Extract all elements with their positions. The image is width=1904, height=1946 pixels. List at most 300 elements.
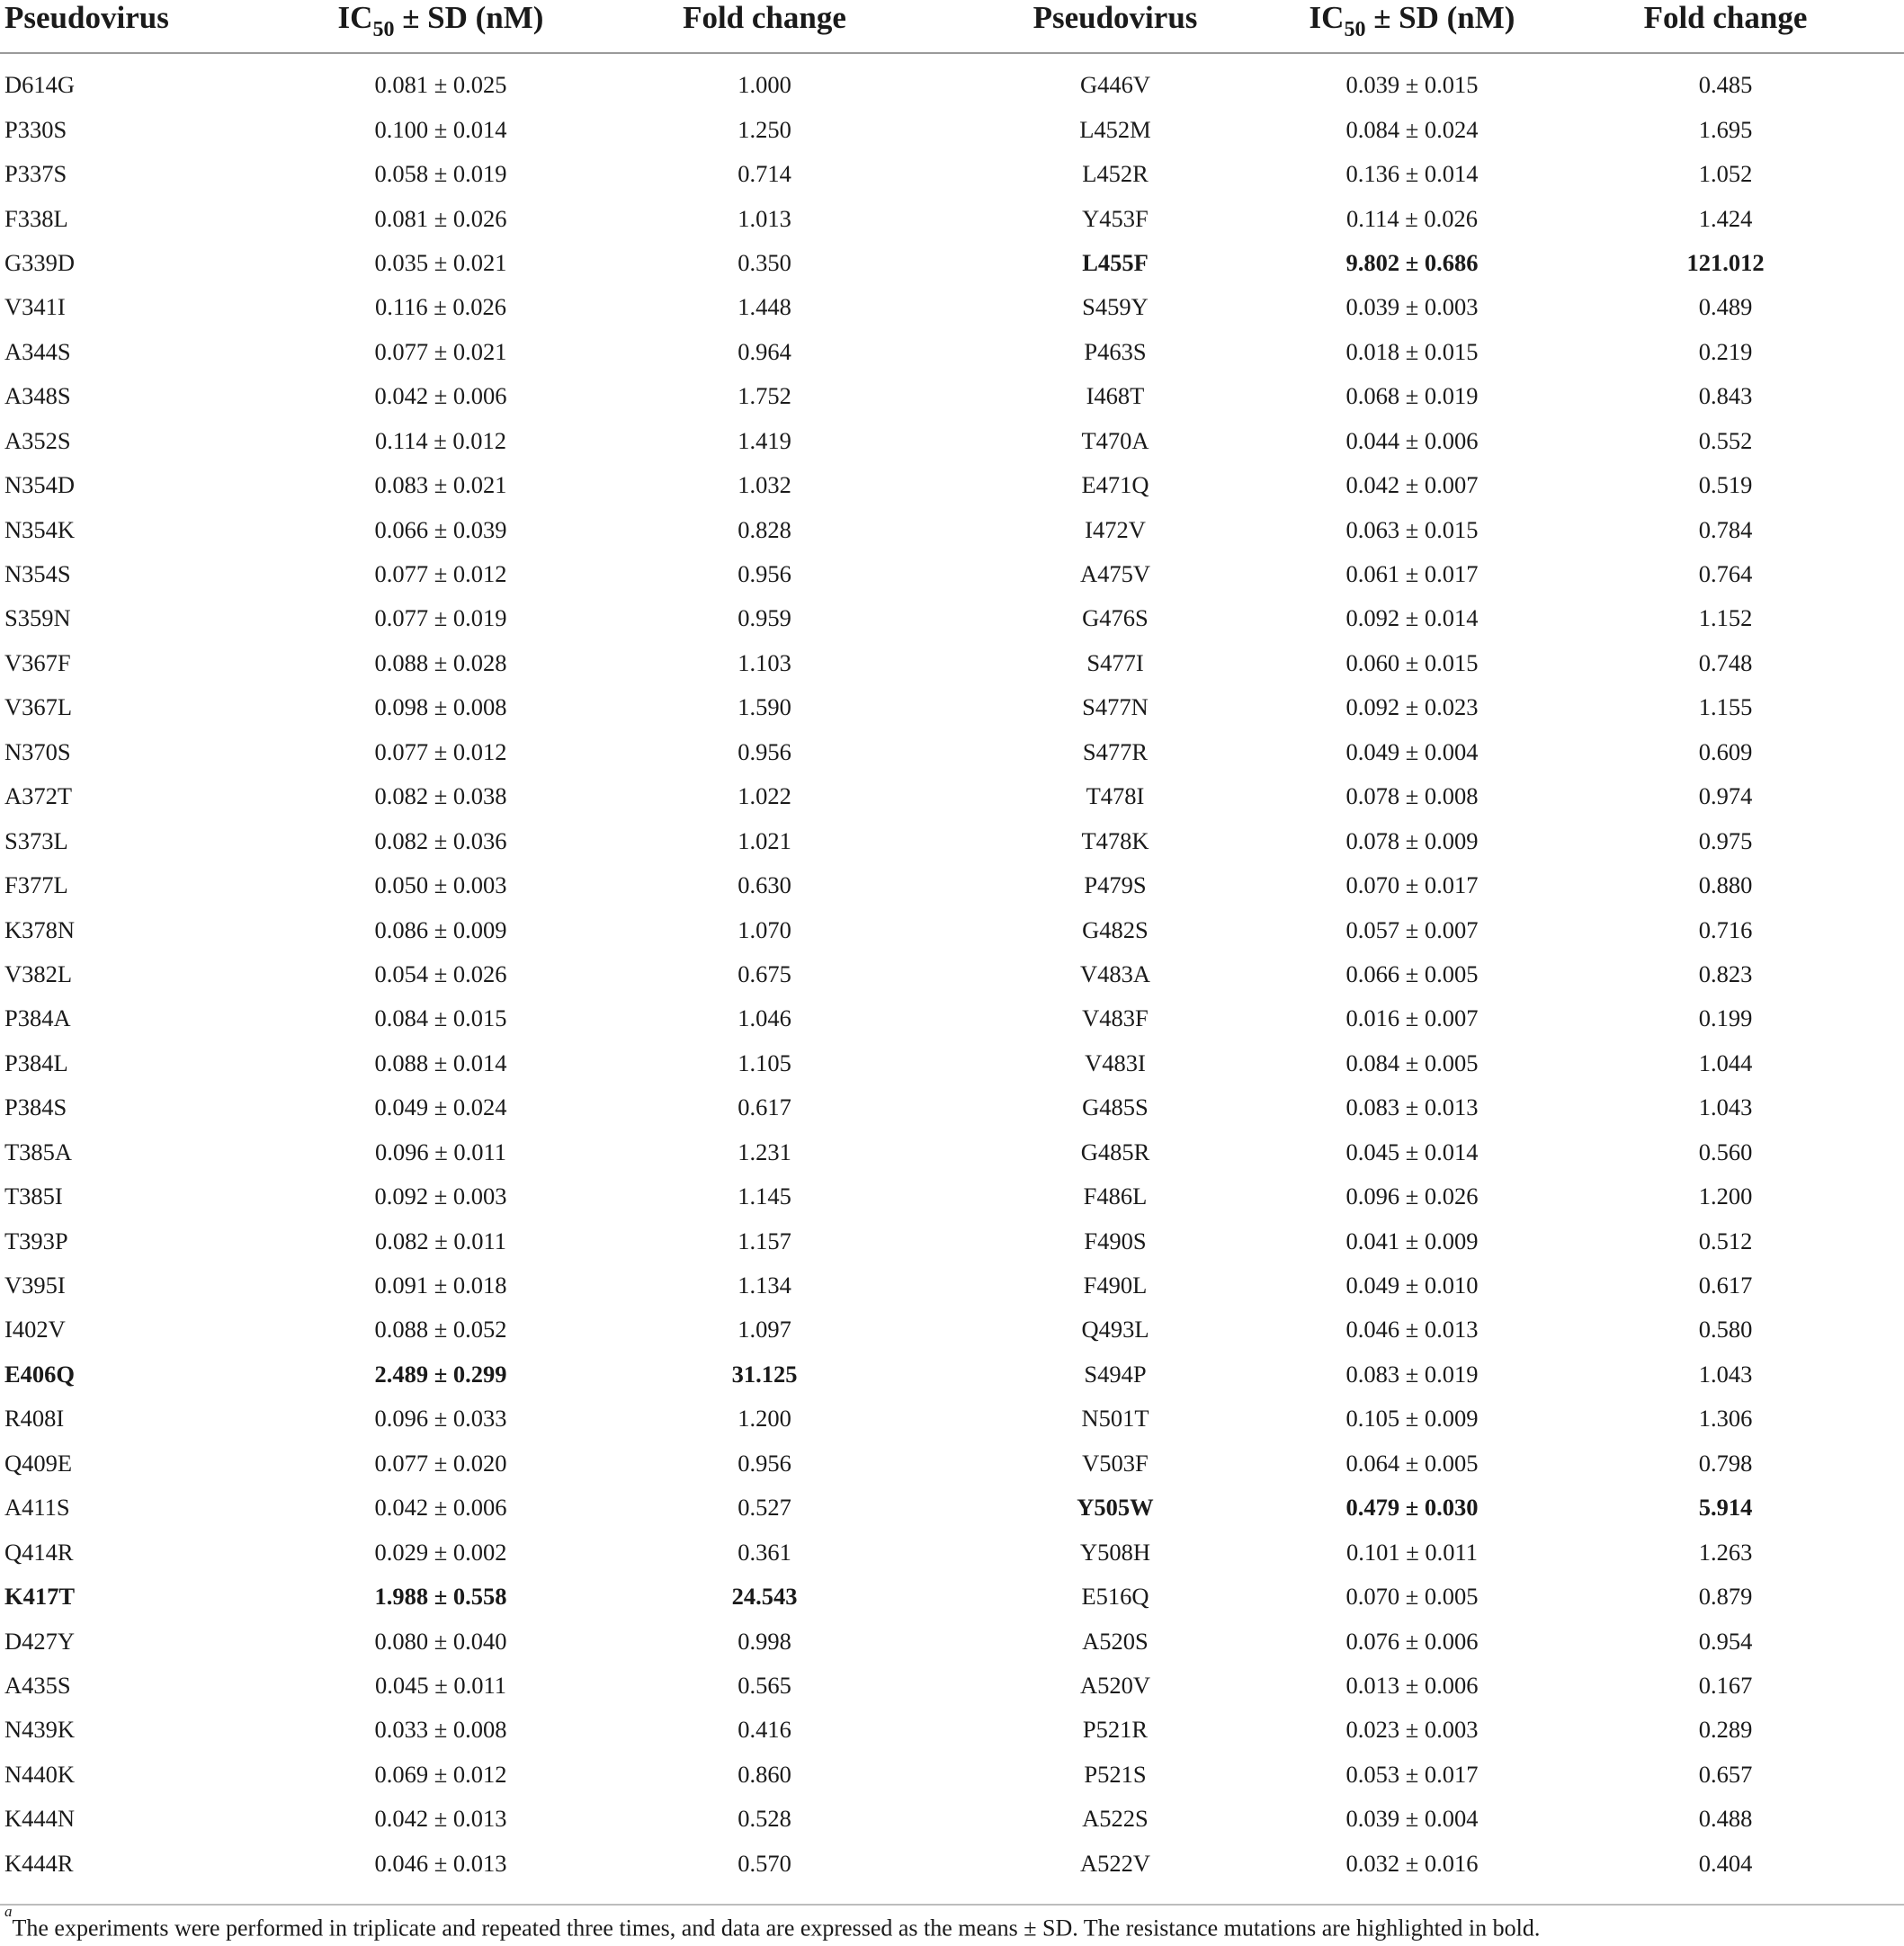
pseudovirus-cell: G482S (1082, 915, 1149, 943)
fold-change-cell: 0.289 (1698, 1716, 1753, 1744)
pseudovirus-cell: E406Q (4, 1360, 76, 1388)
header-fold-right: Fold change (1547, 0, 1904, 53)
pseudovirus-cell: S477I (1086, 648, 1144, 676)
ic50-cell: 0.054 ± 0.026 (374, 960, 507, 987)
table-row (0, 1041, 1904, 1085)
pseudovirus-cell: T385I (4, 1183, 63, 1210)
header-ic50-subscript: 50 (372, 18, 395, 41)
fold-change-cell: 0.956 (737, 560, 791, 588)
ic50-cell: 0.080 ± 0.040 (374, 1627, 507, 1655)
table-row (0, 1174, 1904, 1218)
table-row (0, 419, 1904, 463)
ic50-cell: 0.096 ± 0.033 (374, 1405, 507, 1433)
pseudovirus-cell: A522S (1082, 1805, 1149, 1833)
pseudovirus-cell: L452M (1079, 115, 1151, 143)
pseudovirus-cell: V483F (1082, 1004, 1149, 1032)
pseudovirus-cell: I402V (4, 1316, 66, 1343)
pseudovirus-cell: T385A (4, 1138, 73, 1165)
pseudovirus-cell: T478I (1086, 782, 1145, 810)
pseudovirus-cell: V483I (1085, 1049, 1146, 1076)
pseudovirus-cell: N501T (1081, 1405, 1149, 1433)
table-row (0, 507, 1904, 551)
pseudovirus-cell: P384L (4, 1049, 68, 1076)
pseudovirus-cell: G339D (4, 248, 76, 276)
fold-change-cell: 0.974 (1698, 782, 1753, 810)
pseudovirus-cell: Y453F (1082, 204, 1149, 232)
table-row (0, 463, 1904, 507)
fold-change-cell: 0.956 (737, 737, 791, 765)
ic50-cell: 0.049 ± 0.024 (374, 1094, 507, 1121)
fold-change-cell: 0.527 (737, 1494, 791, 1522)
fold-change-cell: 1.695 (1698, 115, 1753, 143)
ic50-cell: 0.064 ± 0.005 (1345, 1449, 1479, 1477)
ic50-cell: 0.100 ± 0.014 (374, 115, 507, 143)
pseudovirus-cell: K444N (4, 1805, 76, 1833)
fold-change-cell: 0.528 (737, 1805, 791, 1833)
ic50-cell: 0.083 ± 0.013 (1345, 1094, 1479, 1121)
ic50-cell: 0.082 ± 0.038 (374, 782, 507, 810)
ic50-cell: 0.057 ± 0.007 (1345, 915, 1479, 943)
pseudovirus-cell: A520V (1079, 1671, 1151, 1699)
header-pseudovirus-left: Pseudovirus (0, 0, 306, 53)
fold-change-cell: 0.519 (1698, 471, 1753, 499)
pseudovirus-cell: E471Q (1081, 471, 1149, 499)
table-row (0, 1486, 1904, 1530)
fold-change-cell: 0.565 (737, 1671, 791, 1699)
table-row (0, 952, 1904, 996)
pseudovirus-cell: V367L (4, 693, 73, 721)
table-row (0, 1619, 1904, 1663)
footnote-divider (0, 1904, 1904, 1906)
header-ic50-right (1277, 0, 1547, 53)
fold-change-cell: 0.416 (737, 1716, 791, 1744)
pseudovirus-cell: Y505W (1077, 1494, 1154, 1522)
ic50-cell: 0.086 ± 0.009 (374, 915, 507, 943)
pseudovirus-cell: L452R (1082, 160, 1149, 188)
table-row (0, 1218, 1904, 1263)
fold-change-cell: 0.843 (1698, 382, 1753, 410)
ic50-cell: 0.053 ± 0.017 (1345, 1760, 1479, 1788)
ic50-cell: 0.041 ± 0.009 (1345, 1227, 1479, 1254)
pseudovirus-cell: Q493L (1081, 1316, 1149, 1343)
fold-change-cell: 0.657 (1698, 1760, 1753, 1788)
ic50-cell: 0.077 ± 0.020 (374, 1449, 507, 1477)
ic50-cell: 2.489 ± 0.299 (374, 1360, 507, 1388)
footnote-text: The experiments were performed in triplicate and repeated three times, and data are expressed as the means ± SD. The resistance mutations are highlighted in bold. (12, 1915, 1541, 1942)
fold-change-cell: 31.125 (731, 1360, 798, 1388)
pseudovirus-cell: N439K (4, 1716, 76, 1744)
fold-change-cell: 1.000 (737, 71, 791, 99)
ic50-cell: 0.076 ± 0.006 (1345, 1627, 1479, 1655)
pseudovirus-cell: F490L (1083, 1272, 1148, 1299)
ic50-cell: 0.069 ± 0.012 (374, 1760, 507, 1788)
table-row (0, 152, 1904, 196)
fold-change-cell: 1.250 (737, 115, 791, 143)
ic50-cell: 0.081 ± 0.026 (374, 204, 507, 232)
pseudovirus-cell: A352S (4, 426, 71, 454)
ic50-cell: 0.018 ± 0.015 (1345, 337, 1479, 365)
ic50-cell: 0.091 ± 0.018 (374, 1272, 507, 1299)
fold-change-cell: 0.714 (737, 160, 791, 188)
pseudovirus-cell: Q409E (4, 1449, 73, 1477)
table-row (0, 907, 1904, 951)
table-row (0, 730, 1904, 774)
pseudovirus-cell: P521R (1082, 1716, 1149, 1744)
fold-change-cell: 0.489 (1698, 293, 1753, 321)
fold-change-cell: 0.580 (1698, 1316, 1753, 1343)
fold-change-cell: 0.998 (737, 1627, 791, 1655)
table-row (0, 285, 1904, 329)
ic50-cell: 0.088 ± 0.014 (374, 1049, 507, 1076)
table-row (0, 863, 1904, 907)
fold-change-cell: 0.630 (737, 871, 791, 899)
pseudovirus-cell: P463S (1084, 337, 1147, 365)
ic50-cell: 0.084 ± 0.024 (1345, 115, 1479, 143)
table-row (0, 241, 1904, 285)
ic50-cell: 9.802 ± 0.686 (1345, 248, 1479, 276)
fold-change-cell: 0.361 (737, 1538, 791, 1566)
fold-change-cell: 0.199 (1698, 1004, 1753, 1032)
pseudovirus-cell: L455F (1082, 248, 1149, 276)
pseudovirus-cell: F486L (1083, 1183, 1148, 1210)
pseudovirus-cell: A348S (4, 382, 71, 410)
fold-change-cell: 1.200 (1698, 1183, 1753, 1210)
ic50-cell: 0.023 ± 0.003 (1345, 1716, 1479, 1744)
fold-change-cell: 0.485 (1698, 71, 1753, 99)
pseudovirus-cell: G446V (1079, 71, 1151, 99)
ic50-cell: 0.046 ± 0.013 (1345, 1316, 1479, 1343)
fold-change-cell: 1.043 (1698, 1094, 1753, 1121)
fold-change-cell: 0.167 (1698, 1671, 1753, 1699)
table-row (0, 774, 1904, 818)
ic50-cell: 0.114 ± 0.026 (1345, 204, 1479, 232)
ic50-cell: 0.035 ± 0.021 (374, 248, 507, 276)
ic50-cell: 0.136 ± 0.014 (1345, 160, 1479, 188)
ic50-cell: 0.039 ± 0.003 (1345, 293, 1479, 321)
table-row (0, 1397, 1904, 1441)
fold-change-cell: 0.784 (1698, 515, 1753, 543)
fold-change-cell: 0.860 (737, 1760, 791, 1788)
ic50-cell: 0.066 ± 0.005 (1345, 960, 1479, 987)
ic50-cell: 0.098 ± 0.008 (374, 693, 507, 721)
table-row (0, 107, 1904, 151)
ic50-cell: 0.081 ± 0.025 (374, 71, 507, 99)
table-row (0, 1842, 1904, 1886)
ic50-cell: 0.092 ± 0.003 (374, 1183, 507, 1210)
table-row (0, 818, 1904, 862)
table-row (0, 552, 1904, 596)
fold-change-cell: 1.013 (737, 204, 791, 232)
fold-change-cell: 0.828 (737, 515, 791, 543)
fold-change-cell: 1.419 (737, 426, 791, 454)
header-ic50-suffix: ± SD (nM) (394, 0, 544, 35)
fold-change-cell: 0.570 (737, 1849, 791, 1877)
ic50-cell: 0.032 ± 0.016 (1345, 1849, 1479, 1877)
fold-change-cell: 1.424 (1698, 204, 1753, 232)
fold-change-cell: 1.157 (737, 1227, 791, 1254)
ic50-cell: 0.042 ± 0.007 (1345, 471, 1479, 499)
table-row (0, 1575, 1904, 1619)
ic50-cell: 0.045 ± 0.014 (1345, 1138, 1479, 1165)
ic50-cell: 0.092 ± 0.023 (1345, 693, 1479, 721)
ic50-cell: 0.116 ± 0.026 (374, 293, 507, 321)
header-ic50-prefix: IC (1309, 0, 1345, 35)
pseudovirus-cell: K444R (4, 1849, 74, 1877)
ic50-cell: 0.033 ± 0.008 (374, 1716, 507, 1744)
header-ic50-subscript: 50 (1344, 18, 1366, 41)
fold-change-cell: 1.022 (737, 782, 791, 810)
ic50-cell: 0.078 ± 0.008 (1345, 782, 1479, 810)
fold-change-cell: 1.152 (1698, 604, 1753, 632)
fold-change-cell: 0.560 (1698, 1138, 1753, 1165)
header-ic50-suffix: ± SD (nM) (1365, 0, 1515, 35)
table-row (0, 1753, 1904, 1797)
pseudovirus-cell: T393P (4, 1227, 68, 1254)
fold-change-cell: 0.617 (737, 1094, 791, 1121)
pseudovirus-cell: S373L (4, 826, 68, 854)
pseudovirus-cell: P521S (1084, 1760, 1147, 1788)
ic50-cell: 0.077 ± 0.019 (374, 604, 507, 632)
fold-change-cell: 5.914 (1698, 1494, 1753, 1522)
pseudovirus-cell: V503F (1082, 1449, 1149, 1477)
fold-change-cell: 1.752 (737, 382, 791, 410)
ic50-cell: 0.092 ± 0.014 (1345, 604, 1479, 632)
fold-change-cell: 1.306 (1698, 1405, 1753, 1433)
ic50-cell: 0.082 ± 0.011 (374, 1227, 507, 1254)
ic50-cell: 0.096 ± 0.026 (1345, 1183, 1479, 1210)
fold-change-cell: 0.748 (1698, 648, 1753, 676)
ic50-cell: 0.479 ± 0.030 (1345, 1494, 1479, 1522)
ic50-cell: 0.083 ± 0.019 (1345, 1360, 1479, 1388)
ic50-cell: 0.082 ± 0.036 (374, 826, 507, 854)
fold-change-cell: 0.552 (1698, 426, 1753, 454)
ic50-cell: 0.061 ± 0.017 (1345, 560, 1479, 588)
ic50-cell: 0.050 ± 0.003 (374, 871, 507, 899)
table-row (0, 1530, 1904, 1574)
pseudovirus-cell: N354K (4, 515, 76, 543)
fold-change-cell: 1.105 (737, 1049, 791, 1076)
ic50-cell: 0.088 ± 0.028 (374, 648, 507, 676)
ic50-cell: 0.045 ± 0.011 (374, 1671, 507, 1699)
fold-change-cell: 1.043 (1698, 1360, 1753, 1388)
pseudovirus-cell: V483A (1079, 960, 1151, 987)
pseudovirus-cell: S477R (1082, 737, 1149, 765)
fold-change-cell: 121.012 (1686, 248, 1765, 276)
pseudovirus-cell: A522V (1079, 1849, 1151, 1877)
pseudovirus-cell: P384S (4, 1094, 67, 1121)
table-row (0, 1442, 1904, 1486)
ic50-cell: 0.058 ± 0.019 (374, 160, 507, 188)
ic50-cell: 0.046 ± 0.013 (374, 1849, 507, 1877)
pseudovirus-cell: D427Y (4, 1627, 76, 1655)
fold-change-cell: 0.219 (1698, 337, 1753, 365)
ic50-cell: 0.013 ± 0.006 (1345, 1671, 1479, 1699)
table-row (0, 1308, 1904, 1352)
pseudovirus-cell: P330S (4, 115, 67, 143)
ic50-cell: 0.084 ± 0.005 (1345, 1049, 1479, 1076)
pseudovirus-cell: D614G (4, 71, 76, 99)
pseudovirus-cell: S494P (1084, 1360, 1147, 1388)
fold-change-cell: 0.954 (1698, 1627, 1753, 1655)
pseudovirus-cell: A411S (4, 1494, 70, 1522)
table-row (0, 374, 1904, 418)
ic50-cell: 0.063 ± 0.015 (1345, 515, 1479, 543)
ic50-cell: 0.105 ± 0.009 (1345, 1405, 1479, 1433)
fold-change-cell: 0.975 (1698, 826, 1753, 854)
header-ic50-left (306, 0, 576, 53)
fold-change-cell: 0.880 (1698, 871, 1753, 899)
header-fold-left: Fold change (576, 0, 953, 53)
fold-change-cell: 0.716 (1698, 915, 1753, 943)
pseudovirus-cell: F377L (4, 871, 68, 899)
pseudovirus-cell: N354D (4, 471, 76, 499)
ic50-cell: 1.988 ± 0.558 (374, 1583, 507, 1611)
ic50-cell: 0.070 ± 0.005 (1345, 1583, 1479, 1611)
fold-change-cell: 0.675 (737, 960, 791, 987)
header-pseudovirus-right: Pseudovirus (953, 0, 1277, 53)
fold-change-cell: 0.964 (737, 337, 791, 365)
footnote-marker: a (4, 1903, 13, 1920)
fold-change-cell: 1.103 (737, 648, 791, 676)
table-row (0, 641, 1904, 685)
pseudovirus-cell: K417T (4, 1583, 76, 1611)
pseudovirus-cell: G485S (1082, 1094, 1149, 1121)
pseudovirus-cell: G476S (1082, 604, 1149, 632)
ic50-cell: 0.060 ± 0.015 (1345, 648, 1479, 676)
fold-change-cell: 1.046 (737, 1004, 791, 1032)
pseudovirus-cell: V395I (4, 1272, 66, 1299)
pseudovirus-cell: A435S (4, 1671, 71, 1699)
fold-change-cell: 0.764 (1698, 560, 1753, 588)
pseudovirus-cell: S459Y (1082, 293, 1149, 321)
pseudovirus-cell: V367F (4, 648, 71, 676)
fold-change-cell: 1.448 (737, 293, 791, 321)
fold-change-cell: 1.263 (1698, 1538, 1753, 1566)
ic50-cell: 0.016 ± 0.007 (1345, 1004, 1479, 1032)
table-footnote (4, 1903, 1541, 1942)
table-row (0, 1708, 1904, 1752)
pseudovirus-cell: S477N (1082, 693, 1149, 721)
table-row (0, 330, 1904, 374)
pseudovirus-cell: P337S (4, 160, 67, 188)
pseudovirus-cell: T470A (1081, 426, 1149, 454)
ic50-cell: 0.114 ± 0.012 (374, 426, 507, 454)
header-ic50-prefix: IC (337, 0, 373, 35)
ic50-cell: 0.084 ± 0.015 (374, 1004, 507, 1032)
ic50-cell: 0.049 ± 0.004 (1345, 737, 1479, 765)
pseudovirus-cell: A520S (1082, 1627, 1149, 1655)
pseudovirus-cell: K378N (4, 915, 76, 943)
pseudovirus-cell: N370S (4, 737, 71, 765)
table-body (0, 53, 1904, 1886)
ic50-cell: 0.083 ± 0.021 (374, 471, 507, 499)
pseudovirus-cell: P384A (4, 1004, 71, 1032)
ic50-cell: 0.077 ± 0.021 (374, 337, 507, 365)
ic50-cell: 0.042 ± 0.006 (374, 382, 507, 410)
fold-change-cell: 0.823 (1698, 960, 1753, 987)
pseudovirus-cell: N354S (4, 560, 71, 588)
fold-change-cell: 0.956 (737, 1449, 791, 1477)
fold-change-cell: 1.155 (1698, 693, 1753, 721)
fold-change-cell: 1.134 (737, 1272, 791, 1299)
pseudovirus-cell: A372T (4, 782, 73, 810)
pseudovirus-cell: A344S (4, 337, 71, 365)
fold-change-cell: 1.052 (1698, 160, 1753, 188)
ic50-cell: 0.077 ± 0.012 (374, 737, 507, 765)
fold-change-cell: 1.097 (737, 1316, 791, 1343)
fold-change-cell: 0.959 (737, 604, 791, 632)
table-row (0, 685, 1904, 729)
table-row (0, 1085, 1904, 1129)
ic50-cell: 0.096 ± 0.011 (374, 1138, 507, 1165)
table-row (0, 1130, 1904, 1174)
table-header-row (0, 0, 1904, 53)
table-row (0, 1263, 1904, 1308)
fold-change-cell: 1.070 (737, 915, 791, 943)
pseudovirus-cell: A475V (1079, 560, 1151, 588)
pseudovirus-cell: T478K (1081, 826, 1149, 854)
fold-change-cell: 0.617 (1698, 1272, 1753, 1299)
ic50-cell: 0.044 ± 0.006 (1345, 426, 1479, 454)
fold-change-cell: 0.488 (1698, 1805, 1753, 1833)
pseudovirus-cell: I468T (1086, 382, 1145, 410)
table-row (0, 596, 1904, 640)
fold-change-cell: 1.032 (737, 471, 791, 499)
fold-change-cell: 1.590 (737, 693, 791, 721)
fold-change-cell: 1.231 (737, 1138, 791, 1165)
ic50-cell: 0.042 ± 0.006 (374, 1494, 507, 1522)
ic50-cell: 0.066 ± 0.039 (374, 515, 507, 543)
table-row (0, 53, 1904, 107)
pseudovirus-cell: E516Q (1081, 1583, 1149, 1611)
pseudovirus-cell: V341I (4, 293, 66, 321)
pseudovirus-cell: I472V (1085, 515, 1146, 543)
fold-change-cell: 0.512 (1698, 1227, 1753, 1254)
fold-change-cell: 0.350 (737, 248, 791, 276)
ic50-cell: 0.088 ± 0.052 (374, 1316, 507, 1343)
ic50-cell: 0.070 ± 0.017 (1345, 871, 1479, 899)
table-row (0, 1664, 1904, 1708)
ic50-cell: 0.029 ± 0.002 (374, 1538, 507, 1566)
pseudovirus-cell: V382L (4, 960, 73, 987)
ic50-cell: 0.039 ± 0.004 (1345, 1805, 1479, 1833)
pseudovirus-cell: N440K (4, 1760, 76, 1788)
fold-change-cell: 1.145 (737, 1183, 791, 1210)
pseudovirus-cell: P479S (1084, 871, 1147, 899)
table-row (0, 1352, 1904, 1397)
pseudovirus-cell: Q414R (4, 1538, 74, 1566)
fold-change-cell: 1.021 (737, 826, 791, 854)
fold-change-cell: 1.044 (1698, 1049, 1753, 1076)
fold-change-cell: 0.798 (1698, 1449, 1753, 1477)
fold-change-cell: 0.404 (1698, 1849, 1753, 1877)
ic50-cell: 0.068 ± 0.019 (1345, 382, 1479, 410)
ic50-cell: 0.042 ± 0.013 (374, 1805, 507, 1833)
fold-change-cell: 0.609 (1698, 737, 1753, 765)
pseudovirus-cell: S359N (4, 604, 71, 632)
ic50-cell: 0.101 ± 0.011 (1345, 1538, 1479, 1566)
ic50-cell: 0.077 ± 0.012 (374, 560, 507, 588)
pseudovirus-cell: G485R (1080, 1138, 1150, 1165)
pseudovirus-cell: F338L (4, 204, 68, 232)
ic50-cell: 0.049 ± 0.010 (1345, 1272, 1479, 1299)
ic50-cell: 0.039 ± 0.015 (1345, 71, 1479, 99)
table-row (0, 996, 1904, 1040)
table-row (0, 196, 1904, 240)
pseudovirus-cell: Y508H (1079, 1538, 1151, 1566)
ic50-cell: 0.078 ± 0.009 (1345, 826, 1479, 854)
fold-change-cell: 1.200 (737, 1405, 791, 1433)
